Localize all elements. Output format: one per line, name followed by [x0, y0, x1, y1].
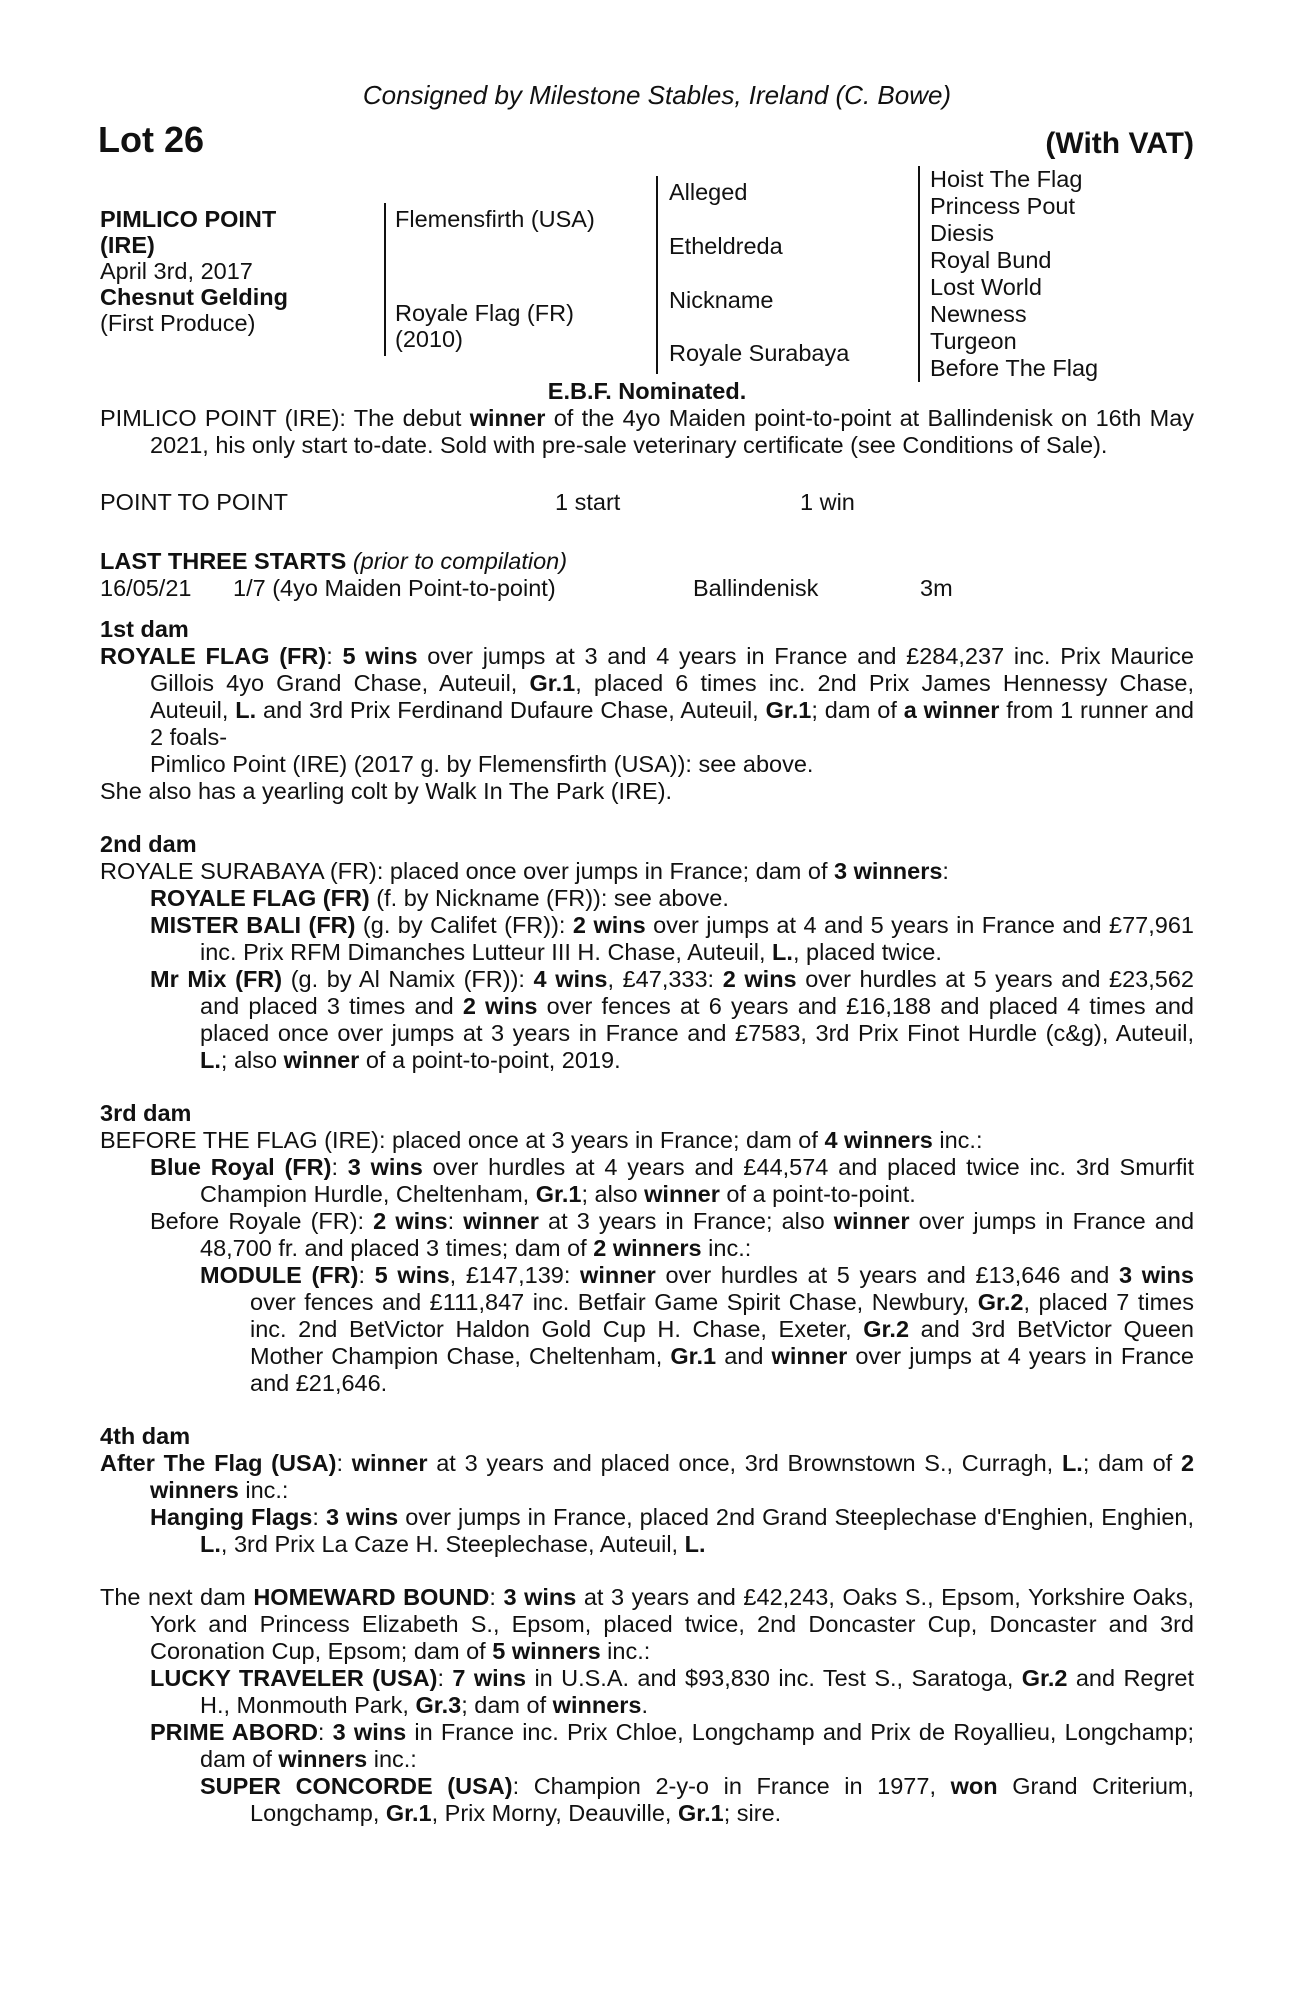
- bold-text: Gr.3: [415, 1692, 462, 1718]
- dam-section: [100, 616, 1194, 805]
- ancestor: Turgeon: [930, 328, 1017, 354]
- pedigree-paragraph: [100, 778, 1194, 805]
- text: , Prix Morny, Deauville,: [431, 1800, 678, 1826]
- text: and 3rd BetVictor Queen Mother Champion Chase, Cheltenham,: [250, 1316, 1194, 1369]
- pedigree-paragraph: [100, 885, 1194, 912]
- text: inc.:: [367, 1746, 417, 1772]
- text: over jumps at 3 and 4 years in France and £284,237 inc. Prix Maurice Gillois 4yo Grand Chase, Auteuil,: [150, 643, 1194, 696]
- pedigree-paragraph: [100, 966, 1194, 1074]
- start-distance: 3m: [920, 575, 953, 601]
- pedigree-paragraph: [100, 1584, 1194, 1665]
- bold-text: L.: [235, 697, 257, 723]
- pedigree-paragraph: [100, 1719, 1194, 1773]
- text: BEFORE THE FLAG (IRE): placed once at 3 years in France; dam of: [100, 1127, 825, 1153]
- sex-colour: Chesnut Gelding: [100, 284, 288, 310]
- text: over hurdles at 5 years and £13,646 and: [655, 1262, 1120, 1288]
- text: (f. by Nickname (FR)): see above.: [369, 885, 729, 911]
- text: :: [489, 1584, 504, 1610]
- bold-text: 3 wins: [325, 1504, 399, 1530]
- pedigree-paragraph: [100, 912, 1194, 966]
- text: Pimlico Point (IRE) (2017 g. by Flemensfirth (USA)): see above.: [150, 751, 814, 777]
- ebf-note: E.B.F. Nominated.: [547, 378, 747, 404]
- pedigree-paragraph: [100, 1154, 1194, 1208]
- text: and: [716, 1343, 772, 1369]
- text: :: [358, 1262, 375, 1288]
- pedigree-paragraph: [100, 751, 1194, 778]
- start-course: Ballindenisk: [693, 575, 819, 601]
- bold-text: Gr.2: [977, 1289, 1024, 1315]
- text: The next dam: [100, 1584, 254, 1610]
- text: :: [942, 858, 949, 884]
- consignor-line: Consigned by Milestone Stables, Ireland (C. Bowe): [362, 80, 952, 110]
- text: in France inc. Prix Chloe, Longchamp and Prix de Royallieu, Longchamp; dam of: [200, 1719, 1194, 1772]
- pedigree-paragraph: [100, 1773, 1194, 1827]
- ancestor: Newness: [930, 301, 1027, 327]
- bold-text: Gr.1: [765, 697, 812, 723]
- bold-text: winner: [644, 1181, 720, 1207]
- bold-text: 5 winners: [492, 1638, 601, 1664]
- pedigree-paragraph: [100, 1127, 1194, 1154]
- text: over hurdles at 5 years and £23,562 and placed 3 times and: [200, 966, 1194, 1019]
- text: and 3rd Prix Ferdinand Dufaure Chase, Auteuil,: [256, 697, 766, 723]
- lot-number: Lot 26: [98, 119, 205, 160]
- text: Grand Criterium, Longchamp,: [250, 1773, 1194, 1826]
- text: , placed 7 times inc. 2nd BetVictor Haldon Gold Cup H. Chase, Exeter,: [250, 1289, 1194, 1342]
- bold-text: winner: [283, 1047, 360, 1073]
- text: Before Royale (FR):: [150, 1208, 374, 1234]
- bold-text: L.: [772, 939, 793, 965]
- granddam: Royale Surabaya: [669, 340, 850, 366]
- bold-text: 2 winners: [150, 1450, 1195, 1503]
- bold-text: SUPER CONCORDE (USA): [200, 1773, 513, 1799]
- text: :: [437, 1665, 453, 1691]
- horse-name: PIMLICO POINT: [100, 206, 277, 232]
- bold-text: winners: [278, 1746, 368, 1772]
- text: ROYALE SURABAYA (FR): placed once over jumps in France; dam of: [100, 858, 835, 884]
- last-start-row: [100, 575, 1194, 602]
- section-heading: 2nd dam: [100, 831, 197, 857]
- produce-note: (First Produce): [100, 310, 256, 336]
- bold-text: winner: [580, 1262, 656, 1288]
- text: over jumps in France and 48,700 fr. and placed 3 times; dam of: [200, 1208, 1195, 1261]
- record-wins: 1 win: [800, 489, 855, 515]
- pedigree-paragraph: [100, 643, 1194, 751]
- text: in U.S.A. and $93,830 inc. Test S., Saratoga,: [526, 1665, 1022, 1691]
- text: :: [331, 1154, 348, 1180]
- pedigree-divider: [918, 166, 920, 382]
- text: ; also: [581, 1181, 645, 1207]
- bold-text: Gr.2: [1021, 1665, 1068, 1691]
- dam-year: (2010): [395, 326, 463, 352]
- bold-text: Hanging Flags: [150, 1504, 313, 1530]
- bold-text: L.: [684, 1531, 706, 1557]
- text: , placed twice.: [792, 939, 942, 965]
- dam: Royale Flag (FR): [395, 300, 574, 326]
- ancestor: Princess Pout: [930, 193, 1075, 219]
- last-starts-title: LAST THREE STARTS: [100, 548, 347, 574]
- bold-text: winner: [833, 1208, 910, 1234]
- intro-paragraph: [100, 405, 1194, 459]
- bold-text: 3 wins: [347, 1154, 423, 1180]
- text: :: [336, 1450, 352, 1476]
- bold-text: 3 wins: [332, 1719, 407, 1745]
- text: , 3rd Prix La Caze H. Steeplechase, Auteuil,: [220, 1531, 685, 1557]
- text: over jumps in France, placed 2nd Grand Steeplechase d'Enghien, Enghien,: [398, 1504, 1194, 1530]
- bold-text: 4 winners: [824, 1127, 933, 1153]
- text: .: [641, 1692, 649, 1718]
- text: at 3 years and £42,243, Oaks S., Epsom, Yorkshire Oaks, York and Princess Elizabeth S., Epsom, placed twice, 2nd Doncaster Cup, Doncaster and 3rd Coronation Cup, Epsom; dam of: [150, 1584, 1194, 1664]
- text: of a point-to-point.: [719, 1181, 916, 1207]
- start-date: 16/05/21: [100, 575, 192, 601]
- bold-text: 2 wins: [572, 912, 646, 938]
- text: , placed 6 times inc. 2nd Prix James Hennessy Chase, Auteuil,: [150, 670, 1194, 723]
- dam-section: [100, 1100, 1194, 1397]
- bold-text: 2 wins: [373, 1208, 448, 1234]
- text: and Regret H., Monmouth Park,: [200, 1665, 1194, 1718]
- bold-text: ROYALE FLAG (FR): [150, 885, 370, 911]
- text: , £47,333:: [607, 966, 723, 992]
- race-record: [100, 489, 1194, 516]
- bold-text: Gr.1: [535, 1181, 582, 1207]
- record-starts: 1 start: [555, 489, 621, 515]
- bold-text: LUCKY TRAVELER (USA): [150, 1665, 438, 1691]
- bold-text: Blue Royal (FR): [150, 1154, 332, 1180]
- pedigree-paragraph: [100, 1262, 1194, 1397]
- dam-section: [100, 1584, 1194, 1827]
- grandsire: Alleged: [669, 179, 748, 205]
- catalogue-body: [100, 378, 1194, 1827]
- text: inc.:: [701, 1235, 752, 1261]
- bold-text: winner: [469, 405, 546, 431]
- text: ; dam of: [461, 1692, 553, 1718]
- bold-text: winner: [351, 1450, 428, 1476]
- ancestor: Diesis: [930, 220, 994, 246]
- bold-text: won: [950, 1773, 998, 1799]
- text: ; sire.: [723, 1800, 782, 1826]
- bold-text: After The Flag (USA): [100, 1450, 337, 1476]
- text: inc.:: [600, 1638, 651, 1664]
- text: :: [312, 1504, 326, 1530]
- section-heading: 3rd dam: [100, 1100, 192, 1126]
- bold-text: winners: [552, 1692, 642, 1718]
- bold-text: 2 wins: [722, 966, 797, 992]
- record-label: POINT TO POINT: [100, 489, 289, 515]
- bold-text: 2 wins: [462, 993, 538, 1019]
- grandsire: Nickname: [669, 287, 774, 313]
- text: (g. by Califet (FR)):: [355, 912, 573, 938]
- text: at 3 years in France; also: [538, 1208, 834, 1234]
- text: ; also: [220, 1047, 284, 1073]
- start-result: 1/7 (4yo Maiden Point-to-point): [233, 575, 556, 601]
- bold-text: HOMEWARD BOUND: [253, 1584, 490, 1610]
- bold-text: a winner: [903, 697, 1000, 723]
- bold-text: Gr.1: [670, 1343, 717, 1369]
- horse-suffix: (IRE): [100, 232, 155, 258]
- bold-text: 4 wins: [533, 966, 608, 992]
- ancestor: Royal Bund: [930, 247, 1052, 273]
- bold-text: Gr.1: [678, 1800, 724, 1826]
- bold-text: 5 wins: [342, 643, 418, 669]
- text: of the 4yo Maiden point-to-point at Ballindenisk on 16th May 2021, his only start to-date. Sold with pre-sale veterinary certificate (see Conditions of Sale).: [150, 405, 1195, 458]
- bold-text: 2 winners: [593, 1235, 702, 1261]
- text: (g. by Al Namix (FR)):: [282, 966, 534, 992]
- bold-text: Gr.1: [385, 1800, 432, 1826]
- text: at 3 years and placed once, 3rd Brownstown S., Curragh,: [427, 1450, 1062, 1476]
- text: over hurdles at 4 years and £44,574 and placed twice inc. 3rd Smurfit Champion Hurdle, Cheltenham,: [200, 1154, 1194, 1207]
- text: She also has a yearling colt by Walk In The Park (IRE).: [100, 778, 673, 804]
- text: :: [326, 643, 343, 669]
- bold-text: Mr Mix (FR): [150, 966, 283, 992]
- text: , £147,139:: [449, 1262, 581, 1288]
- section-heading: 1st dam: [100, 616, 189, 642]
- text: ; dam of: [811, 697, 904, 723]
- granddam: Etheldreda: [669, 233, 783, 259]
- bold-text: 5 wins: [374, 1262, 450, 1288]
- text: :: [317, 1719, 333, 1745]
- bold-text: L.: [200, 1531, 221, 1557]
- bold-text: 3 wins: [1119, 1262, 1194, 1288]
- bold-text: Gr.2: [863, 1316, 910, 1342]
- text: from 1 runner and 2 foals-: [150, 697, 1194, 750]
- pedigree-paragraph: [100, 1450, 1194, 1504]
- dam-section: [100, 1423, 1194, 1558]
- section-heading: 4th dam: [100, 1423, 191, 1449]
- bold-text: Gr.1: [529, 670, 576, 696]
- pedigree-paragraph: [100, 1504, 1194, 1558]
- bold-text: 3 wins: [503, 1584, 577, 1610]
- last-starts-heading: [100, 548, 1194, 575]
- ancestor: Hoist The Flag: [930, 166, 1083, 192]
- bold-text: L.: [1061, 1450, 1083, 1476]
- ancestor: Lost World: [930, 274, 1042, 300]
- text: of a point-to-point, 2019.: [359, 1047, 621, 1073]
- text: inc.:: [932, 1127, 983, 1153]
- text: :: [447, 1208, 464, 1234]
- pedigree-paragraph: [100, 858, 1194, 885]
- sire: Flemensfirth (USA): [395, 206, 595, 232]
- foaling-date: April 3rd, 2017: [100, 258, 253, 284]
- last-starts-subtitle: (prior to compilation): [352, 548, 568, 574]
- bold-text: MISTER BALI (FR): [150, 912, 356, 938]
- text: over jumps at 4 years in France and £21,646.: [250, 1343, 1194, 1396]
- bold-text: 7 wins: [452, 1665, 527, 1691]
- text: inc.:: [238, 1477, 289, 1503]
- text: over fences and £111,847 inc. Betfair Game Spirit Chase, Newbury,: [250, 1289, 978, 1315]
- bold-text: PRIME ABORD: [150, 1719, 318, 1745]
- text: ; dam of: [1082, 1450, 1181, 1476]
- ancestor: Before The Flag: [930, 355, 1099, 381]
- vat-note: (With VAT): [1045, 127, 1194, 160]
- dam-section: [100, 831, 1194, 1074]
- pedigree-paragraph: [100, 1208, 1194, 1262]
- pedigree-divider: [384, 203, 386, 356]
- bold-text: L.: [200, 1047, 221, 1073]
- bold-text: winner: [463, 1208, 539, 1234]
- text: over jumps at 4 and 5 years in France and £77,961 inc. Prix RFM Dimanches Lutteur III H. Chase, Auteuil,: [200, 912, 1194, 965]
- pedigree-paragraph: [100, 1665, 1194, 1719]
- bold-text: ROYALE FLAG (FR): [100, 643, 327, 669]
- bold-text: 3 winners: [834, 858, 943, 884]
- text: : Champion 2-y-o in France in 1977,: [512, 1773, 951, 1799]
- bold-text: winner: [771, 1343, 848, 1369]
- bold-text: MODULE (FR): [200, 1262, 359, 1288]
- text: PIMLICO POINT (IRE): The debut: [100, 405, 470, 431]
- pedigree-divider: [656, 176, 658, 374]
- text: over fences at 6 years and £16,188 and placed 4 times and placed once over jumps at 3 years in France and £7583, 3rd Prix Finot Hurdle (c&g), Auteuil,: [200, 993, 1194, 1046]
- dam-sections: [100, 616, 1194, 1827]
- great-grandparents: [930, 166, 1098, 382]
